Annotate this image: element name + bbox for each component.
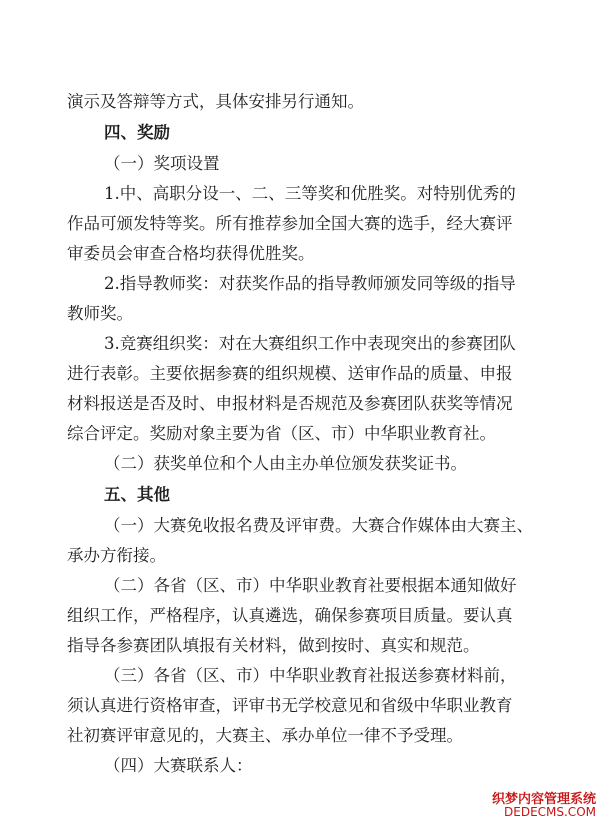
- section-heading-other: 五、其他: [104, 485, 170, 504]
- text-line-15: （一）大赛免收报名费及评审费。大赛合作媒体由大赛主、: [104, 516, 533, 535]
- text-line-21: 须认真进行资格审查，评审书无学校意见和省级中华职业教育: [67, 696, 513, 715]
- section-heading-rewards: 四、奖励: [104, 123, 170, 142]
- text-line-17: （二）各省（区、市）中华职业教育社要根据本通知做好: [104, 576, 517, 595]
- text-line-5: 作品可颁发特等奖。所有推荐参加全国大赛的选手，经大赛评: [67, 214, 513, 233]
- text-line-8: 教师奖。: [67, 304, 133, 323]
- text-line-10: 进行表彰。主要依据参赛的组织规模、送审作品的质量、申报: [67, 364, 513, 383]
- text-line-13: （二）获奖单位和个人由主办单位颁发获奖证书。: [104, 454, 467, 473]
- text-line-16: 承办方衔接。: [67, 546, 166, 565]
- text-line-12: 综合评定。奖励对象主要为省（区、市）中华职业教育社。: [67, 424, 496, 443]
- text-line-9: 3.竞赛组织奖：对在大赛组织工作中表现突出的参赛团队: [104, 334, 516, 353]
- contact-heading: （四）大赛联系人：: [104, 756, 253, 775]
- text-line-6: 审委员会审查合格均获得优胜奖。: [67, 244, 315, 263]
- text-line-1: 演示及答辩等方式，具体安排另行通知。: [67, 92, 364, 111]
- text-line-7: 2.指导教师奖：对获奖作品的指导教师颁发同等级的指导: [104, 274, 516, 293]
- text-line-4: 1.中、高职分设一、二、三等奖和优胜奖。对特别优秀的: [104, 184, 516, 203]
- text-line-19: 指导各参赛团队填报有关材料，做到按时、真实和规范。: [67, 636, 480, 655]
- text-line-20: （三）各省（区、市）中华职业教育社报送参赛材料前，: [104, 666, 517, 685]
- watermark-site: DEDECMS.COM: [504, 805, 596, 819]
- watermark-title: 织梦内容管理系统: [491, 792, 596, 807]
- text-line-18: 组织工作，严格程序，认真遴选，确保参赛项目质量。要认真: [67, 606, 513, 625]
- subsection-award-setup: （一）奖项设置: [104, 154, 220, 173]
- text-line-22: 社初赛评审意见的，大赛主、承办单位一律不予受理。: [67, 726, 463, 745]
- text-line-11: 材料报送是否及时、申报材料是否规范及参赛团队获奖等情况: [67, 394, 513, 413]
